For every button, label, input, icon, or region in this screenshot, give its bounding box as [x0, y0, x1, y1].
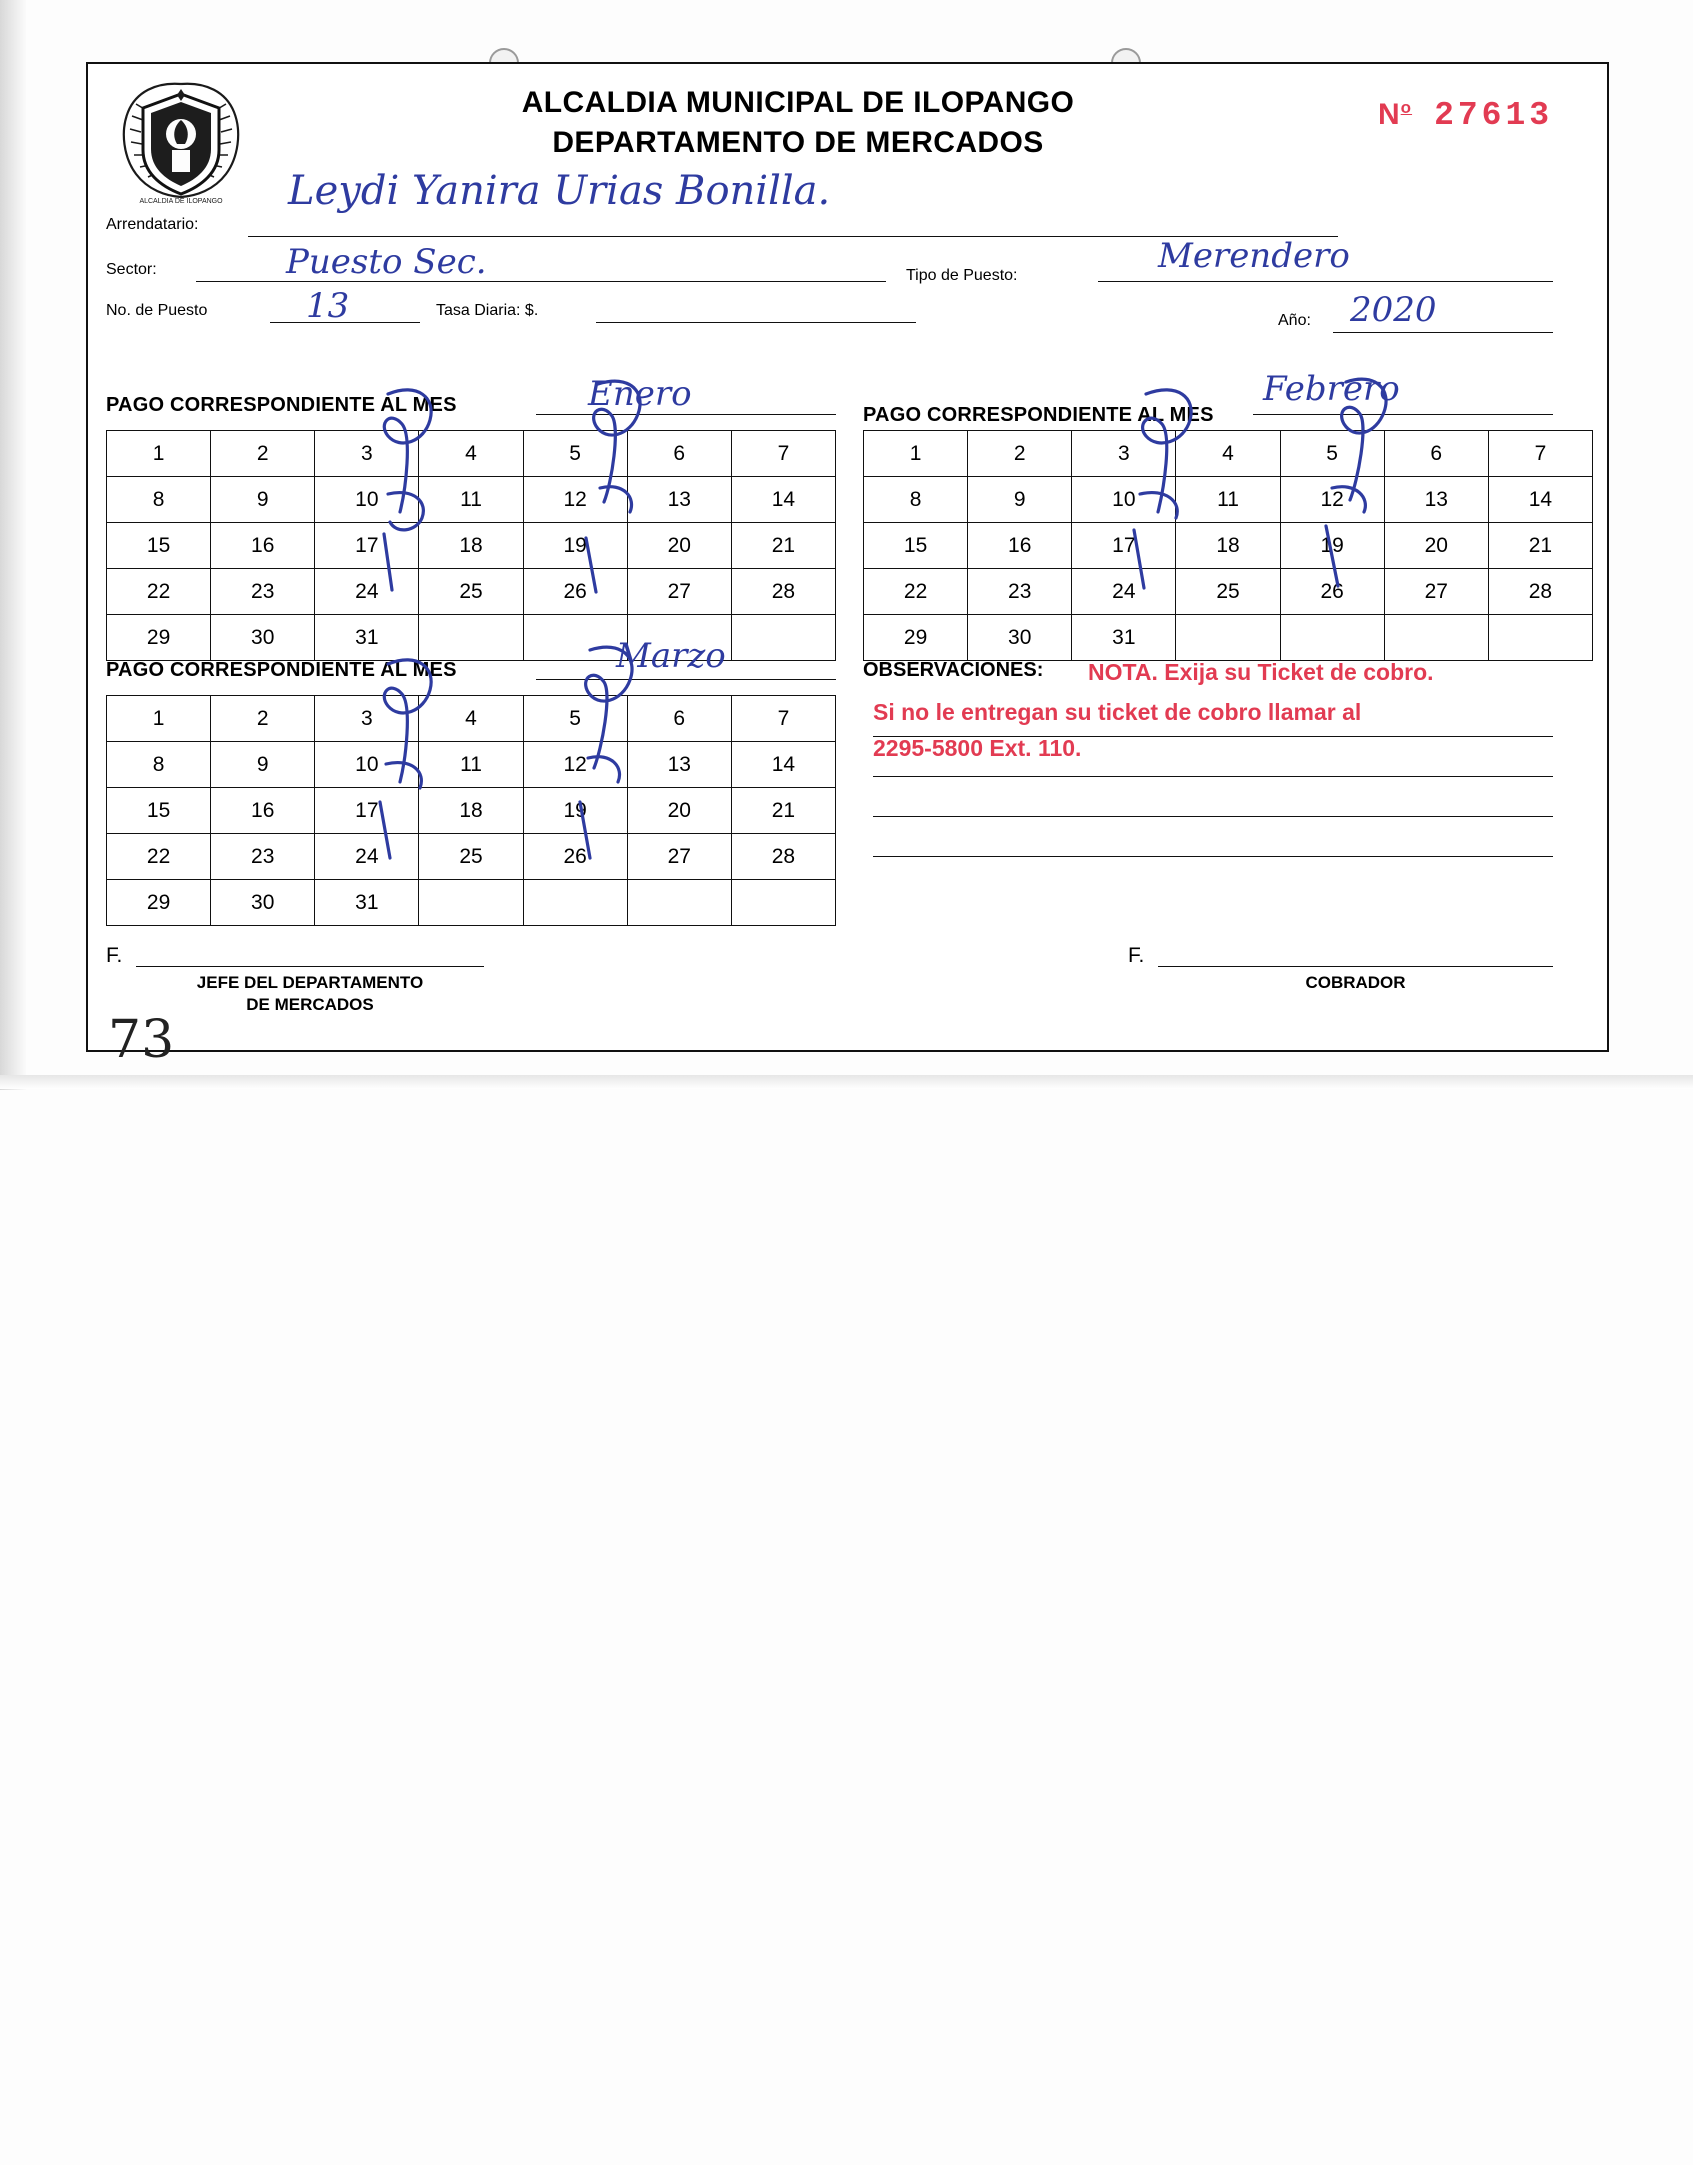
tipo-puesto-value: Merendero — [1158, 236, 1350, 276]
day-cell[interactable]: 28 — [731, 834, 835, 880]
day-cell[interactable]: 31 — [315, 880, 419, 926]
day-cell[interactable]: 29 — [107, 880, 211, 926]
table-row — [107, 696, 836, 742]
day-cell[interactable]: 2 — [211, 696, 315, 742]
day-cell-empty[interactable] — [523, 615, 627, 661]
day-cell[interactable]: 25 — [419, 834, 523, 880]
day-cell[interactable]: 15 — [107, 788, 211, 834]
month-name-rule-3 — [536, 679, 836, 680]
day-cell[interactable]: 13 — [1384, 477, 1488, 523]
signature-left-f-label: F. — [106, 944, 123, 967]
day-cell[interactable]: 15 — [864, 523, 968, 569]
day-cell[interactable]: 9 — [211, 742, 315, 788]
day-cell[interactable]: 22 — [107, 834, 211, 880]
day-cell[interactable]: 5 — [1280, 431, 1384, 477]
day-cell[interactable]: 12 — [523, 477, 627, 523]
arrendatario-value: Leydi Yanira Urias Bonilla. — [288, 168, 831, 214]
signature-left-caption-line1: JEFE DEL DEPARTAMENTO — [196, 973, 424, 992]
day-cell[interactable]: 10 — [315, 477, 419, 523]
day-cell[interactable]: 27 — [627, 569, 731, 615]
anio-rule — [1333, 332, 1553, 333]
scan-edge-shadow-bottom — [0, 1075, 1693, 1089]
observaciones-rule-2 — [873, 776, 1553, 777]
tipo-puesto-label: Tipo de Puesto: — [906, 267, 1018, 284]
day-cell[interactable]: 5 — [523, 431, 627, 477]
day-cell-empty[interactable] — [1176, 615, 1280, 661]
day-cell[interactable]: 19 — [523, 788, 627, 834]
day-cell[interactable]: 17 — [315, 788, 419, 834]
day-cell-empty[interactable] — [627, 880, 731, 926]
day-cell[interactable]: 17 — [315, 523, 419, 569]
day-cell[interactable]: 22 — [864, 569, 968, 615]
observaciones-rule-4 — [873, 856, 1553, 857]
day-cell[interactable]: 21 — [1488, 523, 1592, 569]
day-cell[interactable]: 11 — [1176, 477, 1280, 523]
tasa-diaria-label: Tasa Diaria: $. — [436, 302, 539, 319]
day-cell[interactable]: 26 — [523, 834, 627, 880]
org-name: ALCALDIA MUNICIPAL DE ILOPANGO — [521, 86, 1075, 119]
signature-left-caption — [136, 972, 484, 1016]
day-cell[interactable]: 3 — [315, 431, 419, 477]
day-cell[interactable]: 1 — [864, 431, 968, 477]
month-name-rule-1 — [536, 414, 836, 415]
day-cell[interactable]: 6 — [627, 696, 731, 742]
day-cell[interactable]: 8 — [864, 477, 968, 523]
scan-edge-shadow-left — [0, 0, 26, 1090]
observaciones-rule-1 — [873, 736, 1553, 737]
day-cell[interactable]: 23 — [211, 569, 315, 615]
document-title — [338, 86, 1258, 160]
month-name-1: Enero — [588, 374, 692, 414]
table-row — [107, 615, 836, 661]
day-cell[interactable]: 21 — [731, 523, 835, 569]
day-cell[interactable]: 9 — [211, 477, 315, 523]
signature-right-caption: COBRADOR — [1305, 973, 1406, 992]
signature-left-caption-line2: DE MERCADOS — [246, 995, 374, 1014]
day-cell[interactable]: 14 — [1488, 477, 1592, 523]
day-cell[interactable]: 10 — [1072, 477, 1176, 523]
day-cell[interactable]: 10 — [315, 742, 419, 788]
table-row — [107, 477, 836, 523]
day-cell[interactable]: 4 — [1176, 431, 1280, 477]
day-cell[interactable]: 6 — [627, 431, 731, 477]
no-puesto-label: No. de Puesto — [106, 302, 208, 319]
sector-label: Sector: — [106, 261, 157, 278]
table-row — [107, 880, 836, 926]
observaciones-note-line2: Si no le entregan su ticket de cobro llamar al — [873, 699, 1362, 725]
day-cell[interactable]: 22 — [107, 569, 211, 615]
day-cell[interactable]: 30 — [211, 615, 315, 661]
day-cell[interactable]: 20 — [1384, 523, 1488, 569]
day-cell[interactable]: 1 — [107, 431, 211, 477]
day-cell-empty[interactable] — [1488, 615, 1592, 661]
day-cell[interactable]: 27 — [1384, 569, 1488, 615]
calendar-table-enero — [106, 430, 836, 661]
day-cell[interactable]: 13 — [627, 742, 731, 788]
day-cell[interactable]: 18 — [419, 788, 523, 834]
day-cell[interactable]: 18 — [419, 523, 523, 569]
day-cell[interactable]: 26 — [523, 569, 627, 615]
day-cell[interactable]: 2 — [968, 431, 1072, 477]
observaciones-note-line3: 2295-5800 Ext. 110. — [873, 735, 1082, 761]
day-cell[interactable]: 4 — [419, 696, 523, 742]
table-row — [107, 569, 836, 615]
day-cell[interactable]: 12 — [1280, 477, 1384, 523]
day-cell[interactable]: 7 — [731, 431, 835, 477]
table-row — [864, 615, 1593, 661]
day-cell-empty[interactable] — [1384, 615, 1488, 661]
day-cell[interactable]: 1 — [107, 696, 211, 742]
no-puesto-value: 13 — [306, 286, 350, 326]
day-cell[interactable]: 31 — [1072, 615, 1176, 661]
day-cell[interactable]: 5 — [523, 696, 627, 742]
payment-card-form — [86, 62, 1609, 1052]
serial-number-value: 27613 — [1434, 97, 1554, 134]
day-cell[interactable]: 9 — [968, 477, 1072, 523]
day-cell[interactable]: 29 — [107, 615, 211, 661]
arrendatario-label: Arrendatario: — [106, 216, 199, 233]
day-cell[interactable]: 19 — [1280, 523, 1384, 569]
day-cell[interactable]: 16 — [211, 788, 315, 834]
day-cell[interactable]: 7 — [731, 696, 835, 742]
day-cell[interactable]: 2 — [211, 431, 315, 477]
tipo-puesto-rule — [1098, 281, 1553, 282]
day-cell-empty[interactable] — [1280, 615, 1384, 661]
table-row — [864, 477, 1593, 523]
day-cell-empty[interactable] — [523, 880, 627, 926]
day-cell[interactable]: 28 — [1488, 569, 1592, 615]
day-cell[interactable]: 12 — [523, 742, 627, 788]
day-cell[interactable]: 20 — [627, 788, 731, 834]
anio-value: 2020 — [1350, 290, 1437, 330]
signature-right-f-label: F. — [1128, 944, 1145, 967]
day-cell[interactable]: 26 — [1280, 569, 1384, 615]
day-cell[interactable]: 7 — [1488, 431, 1592, 477]
day-cell[interactable]: 11 — [419, 477, 523, 523]
month-heading-1: PAGO CORRESPONDIENTE AL MES — [106, 394, 457, 416]
observaciones-rule-3 — [873, 816, 1553, 817]
day-cell[interactable]: 20 — [627, 523, 731, 569]
day-cell[interactable]: 3 — [315, 696, 419, 742]
day-cell[interactable]: 19 — [523, 523, 627, 569]
day-cell[interactable]: 28 — [731, 569, 835, 615]
month-heading-2: PAGO CORRESPONDIENTE AL MES — [863, 404, 1214, 426]
day-cell[interactable]: 30 — [968, 615, 1072, 661]
day-cell[interactable]: 3 — [1072, 431, 1176, 477]
day-cell-empty[interactable] — [731, 880, 835, 926]
day-cell[interactable]: 23 — [211, 834, 315, 880]
serial-label: $N^o$ — [1378, 98, 1413, 131]
municipal-crest-icon — [106, 76, 256, 204]
signature-left-rule — [136, 966, 484, 967]
day-cell[interactable]: 6 — [1384, 431, 1488, 477]
day-cell[interactable]: 29 — [864, 615, 968, 661]
day-cell[interactable]: 24 — [315, 834, 419, 880]
day-cell[interactable]: 8 — [107, 742, 211, 788]
tasa-diaria-rule — [596, 322, 916, 323]
calendar-table-marzo — [106, 695, 836, 926]
month-name-2: Febrero — [1263, 369, 1400, 409]
table-row — [864, 431, 1593, 477]
table-row — [107, 431, 836, 477]
day-cell[interactable]: 14 — [731, 477, 835, 523]
day-cell-empty[interactable] — [419, 880, 523, 926]
month-heading-3: PAGO CORRESPONDIENTE AL MES — [106, 659, 457, 681]
day-cell[interactable]: 24 — [1072, 569, 1176, 615]
day-cell[interactable]: 25 — [1176, 569, 1280, 615]
day-cell[interactable]: 17 — [1072, 523, 1176, 569]
anio-label: Año: — [1278, 312, 1311, 329]
sector-value: Puesto Sec. — [286, 242, 487, 282]
day-cell[interactable]: 8 — [107, 477, 211, 523]
day-cell[interactable]: 11 — [419, 742, 523, 788]
day-cell[interactable]: 16 — [211, 523, 315, 569]
calendar-table-febrero — [863, 430, 1593, 661]
day-cell[interactable]: 15 — [107, 523, 211, 569]
day-cell[interactable]: 31 — [315, 615, 419, 661]
table-row — [107, 523, 836, 569]
observaciones-note-line1: NOTA. Exija su Ticket de cobro. — [1088, 659, 1434, 685]
table-row — [107, 742, 836, 788]
day-cell[interactable]: 30 — [211, 880, 315, 926]
month-name-3: Marzo — [616, 636, 726, 676]
observaciones-label: OBSERVACIONES: — [863, 659, 1044, 681]
svg-text:ALCALDIA DE ILOPANGO: ALCALDIA DE ILOPANGO — [139, 198, 223, 204]
table-row — [107, 788, 836, 834]
table-row — [864, 523, 1593, 569]
table-row — [864, 569, 1593, 615]
day-cell-empty[interactable] — [731, 615, 835, 661]
day-cell[interactable]: 14 — [731, 742, 835, 788]
department-name: DEPARTAMENTO DE MERCADOS — [552, 126, 1044, 159]
day-cell[interactable]: 16 — [968, 523, 1072, 569]
handwritten-page-number: 73 — [108, 1010, 175, 1070]
month-name-rule-2 — [1253, 414, 1553, 415]
day-cell[interactable]: 24 — [315, 569, 419, 615]
day-cell[interactable]: 23 — [968, 569, 1072, 615]
day-cell[interactable]: 27 — [627, 834, 731, 880]
table-row — [107, 834, 836, 880]
serial-number-block — [1378, 94, 1553, 134]
day-cell-empty[interactable] — [419, 615, 523, 661]
signature-right-rule — [1158, 966, 1553, 967]
day-cell[interactable]: 25 — [419, 569, 523, 615]
day-cell[interactable]: 21 — [731, 788, 835, 834]
day-cell[interactable]: 4 — [419, 431, 523, 477]
day-cell[interactable]: 18 — [1176, 523, 1280, 569]
day-cell[interactable]: 13 — [627, 477, 731, 523]
